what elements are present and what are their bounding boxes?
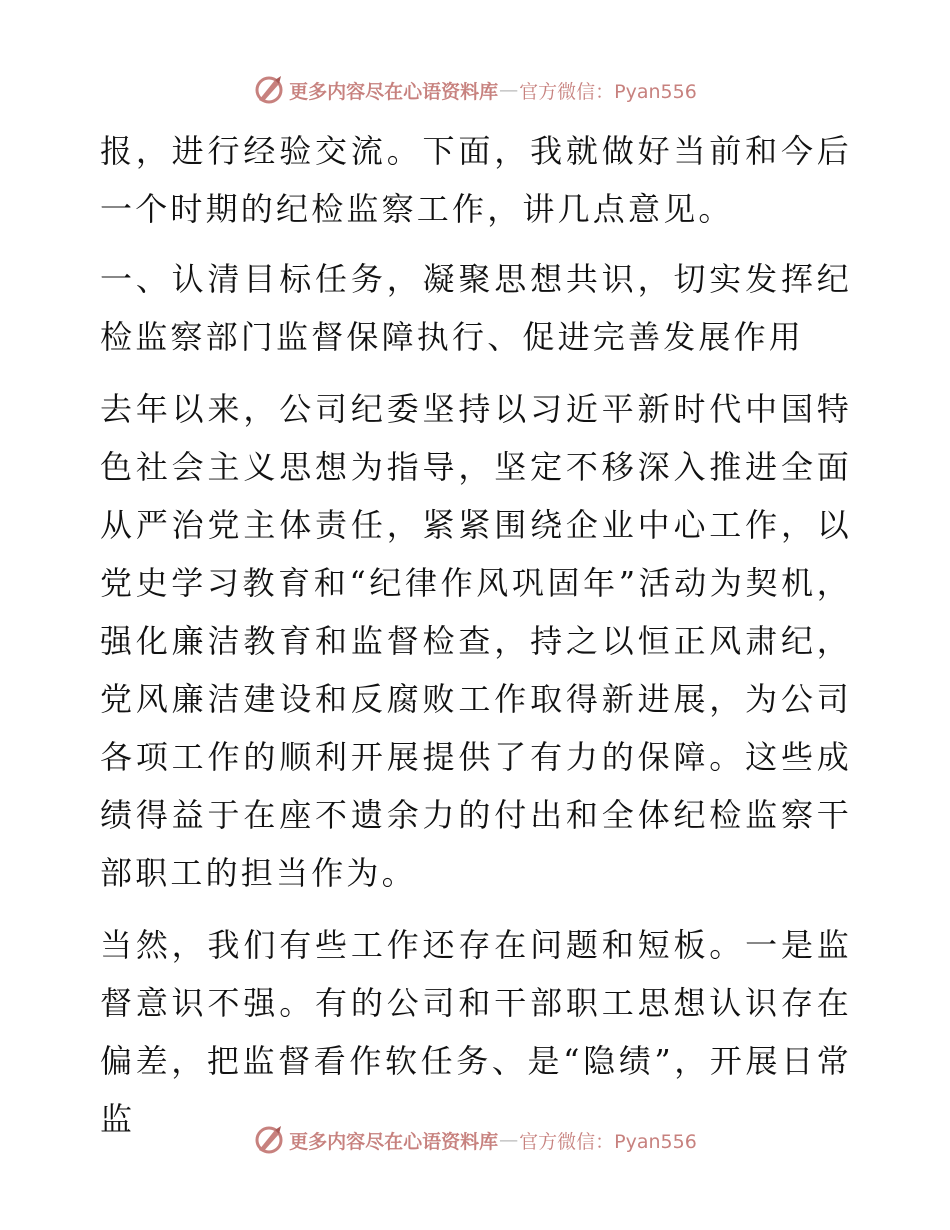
header-watermark-banner	[0, 70, 950, 110]
banner-title: 更多内容尽在心语资料库	[289, 1130, 499, 1153]
quill-pen-circle-icon	[253, 1124, 285, 1156]
paragraph-3: 当然，我们有些工作还存在问题和短板。一是监督意识不强。有的公司和干部职工思想认识存在偏差，把监督看作软任务、是“隐绩”，开展日常监	[100, 926, 852, 1138]
banner-separator: —	[499, 1129, 519, 1151]
document-body	[100, 122, 852, 1162]
banner-title: 更多内容尽在心语资料库	[289, 80, 499, 103]
section-heading-1: 一、认清目标任务，凝聚思想共识，切实发挥纪检监察部门监督保障执行、促进完善发展作用	[100, 260, 852, 356]
quill-pen-circle-icon	[253, 74, 285, 106]
banner-separator: —	[499, 79, 519, 101]
banner-wechat: 官方微信：Pyan556	[519, 80, 697, 103]
footer-watermark-banner	[0, 1120, 950, 1160]
paragraph-2: 去年以来，公司纪委坚持以习近平新时代中国特色社会主义思想为指导，坚定不移深入推进全面从严治党主体责任，紧紧围绕企业中心工作，以党史学习教育和“纪律作风巩固年”活动为契机，强化廉洁教育和监督检查，持之以恒正风肃纪，党风廉洁建设和反腐败工作取得新进展，为公司各项工作的顺利开展提供了有力的保障。这些成绩得益于在座不遗余力的付出和全体纪检监察干部职工的担当作为。	[100, 390, 852, 892]
paragraph-1: 报，进行经验交流。下面，我就做好当前和今后一个时期的纪检监察工作，讲几点意见。	[100, 132, 852, 228]
banner-wechat: 官方微信：Pyan556	[519, 1130, 697, 1153]
